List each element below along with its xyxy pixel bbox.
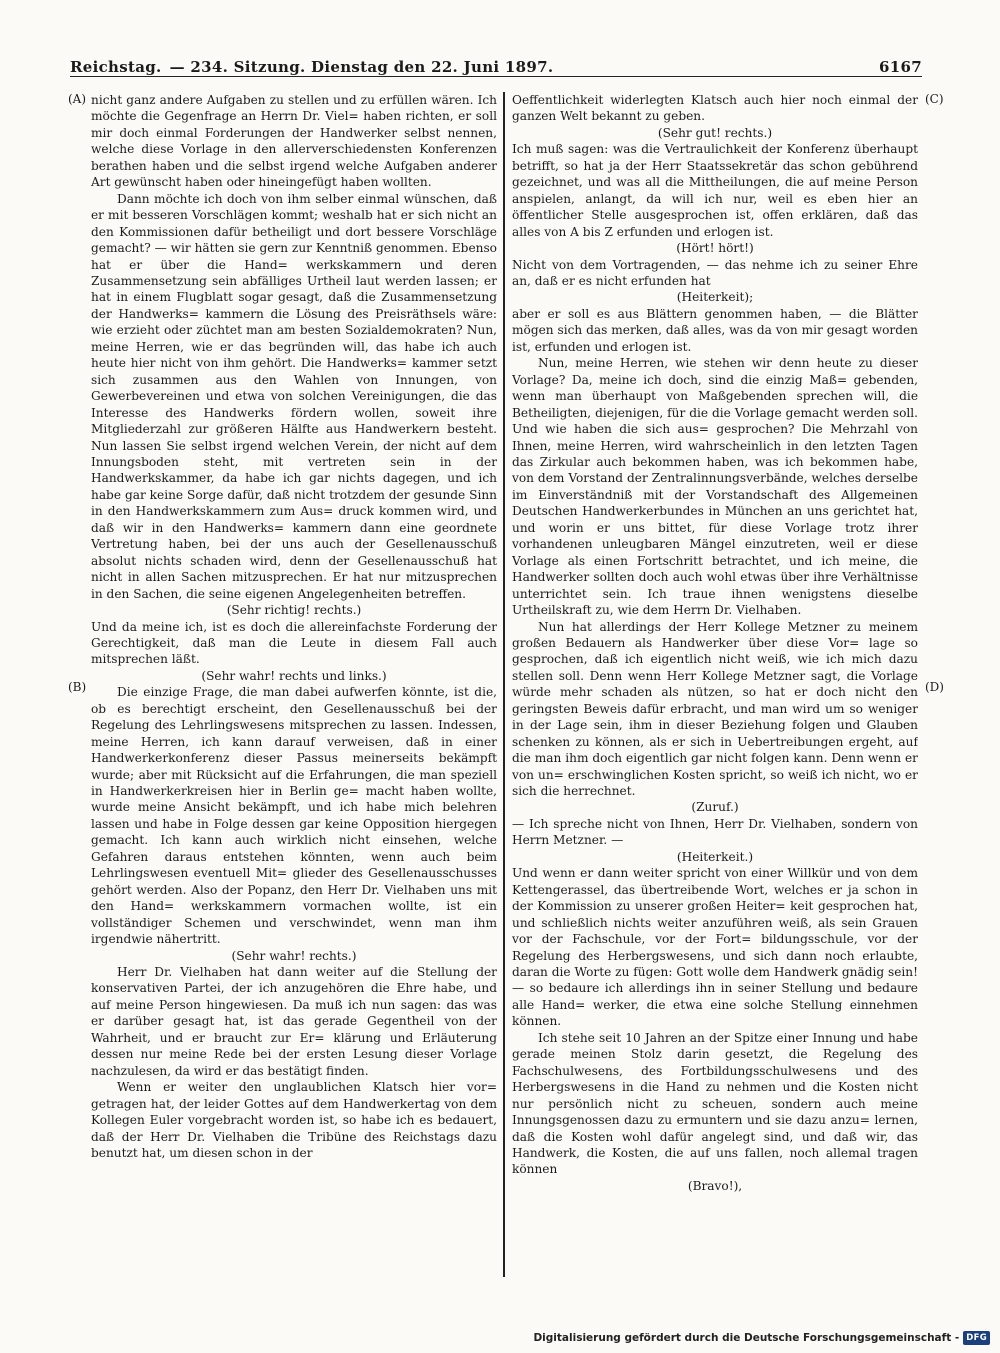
interjection: (Sehr richtig! rechts.) xyxy=(226,603,362,618)
interjection: (Sehr gut! rechts.) xyxy=(657,125,773,140)
paragraph: Wenn er weiter den unglaublichen Klatsch hier vor= getragen hat, der leider Gottes auf dem Handwerkertag von dem Kollegen Euler vorgebracht worden ist, so habe ich es bedauert, daß der Herr Dr. Vielhaben die Tribüne des Reichstags dazu benutzt hat, um diesen schon in der xyxy=(91,1080,497,1160)
paragraph: Ich muß sagen: was die Vertraulichkeit der Konferenz überhaupt betrifft, so hat ja der Herr Staatssekretär das schon gebührend gezeichnet, und was all die Mittheilungen, die auf meine Person anspielen, anlangt, da will ich nur, weil es eben hier an öffentlicher Stelle ausgesprochen ist, offen erklären, daß das alles von A bis Z erfunden und erlogen ist. xyxy=(512,142,918,239)
footer-text: Digitalisierung gefördert durch die Deutsche Forschungsgemeinschaft - xyxy=(533,1332,960,1344)
left-column xyxy=(91,92,497,1277)
digitization-footer xyxy=(533,1331,990,1345)
page-number: 6167 xyxy=(879,58,922,76)
paragraph: Herr Dr. Vielhaben hat dann weiter auf die Stellung der konservativen Partei, der ich anzugehören die Ehre habe, und auf meine Person hingewiesen. Da muß ich nun sagen: das was er darüber gesagt hat, ist das gerade Gegentheil von der Wahrheit, und er braucht zur Er= klärung und Erläuterung dessen nur meine Rede bei der ersten Lesung dieser Vorlage nachzulesen, da wird er das bestätigt finden. xyxy=(91,965,497,1078)
paragraph: aber er soll es aus Blättern genommen haben, — die Blätter mögen sich das merken, daß alles, was da von mir gesagt worden ist, erfunden und erlogen ist. xyxy=(512,306,918,354)
margin-mark-b: (B) xyxy=(68,680,87,694)
header-title: Reichstag. xyxy=(70,58,162,76)
paragraph: Die einzige Frage, die man dabei aufwerfen könnte, ist die, ob es berechtigt erscheint, den Gesellenausschuß bei der Regelung des Lehrlingswesens mitsprechen zu lassen. Indessen, meine Herren, ich kann darauf verweisen, daß in einer Handwerkerkonferenz dieser Passus meinerseits bekämpft wurde; aber mit Rücksicht auf die Erfahrungen, die man speziell in Handwerkerkreisen hier in Berlin ge= macht haben wollte, wurde meine Ansicht bekämpft, und ich habe mich belehren lassen und habe in Folge dessen gar keine Opposition hiergegen gemacht. Ich kann auch wirklich nicht einsehen, welche Gefahren daraus entstehen könnten, wenn auch beim Lehrlingswesen eventuell Mit= glieder des Gesellenausschusses gehört werden. Also der Popanz, den Herr Dr. Vielhaben uns mit den Hand= werkskammern vormachen wollte, ist ein vollständiger Schemen und verschwindet, wenn man ihm irgendwie nähertritt. xyxy=(91,685,497,947)
paragraph: Oeffentlichkeit widerlegten Klatsch auch hier noch einmal der ganzen Welt bekannt zu geben. xyxy=(512,93,918,124)
margin-mark-a: (A) xyxy=(68,92,87,106)
paragraph: Nun, meine Herren, wie stehen wir denn heute zu dieser Vorlage? Da, meine ich doch, sind die einzig Maß= gebenden, wenn man überhaupt von Maßgebenden sprechen will, die Betheiligten, diejenigen, für die die Vorlage gemacht werden soll. Und wie haben die sich aus= gesprochen? Die Mehrzahl von Ihnen, meine Herren, wird wahrscheinlich in den letzten Tagen das Zirkular auch bekommen haben, was ich bekommen habe, von dem Vorstand der Zentralinnungsverbände, welches derselbe im Einverständniß mit der Vorstandschaft des Allgemeinen Deutschen Handwerkerbundes in München an uns gerichtet hat, und worin er uns bittet, für diese Vorlage trotz ihrer vorhandenen unleugbaren Mängel einzutreten, weil er diese Vorlage als einen Fortschritt betrachtet, und ich meine, die Handwerker sollten doch auch wohl etwas über ihre Verhältnisse unterrichtet sein. Ich traue ihnen wenigstens dieselbe Urtheilskraft zu, wie dem Herrn Dr. Vielhaben. xyxy=(512,356,918,618)
paragraph: Nicht von dem Vortragenden, — das nehme ich zu seiner Ehre an, daß er es nicht erfunden hat xyxy=(512,257,918,288)
interjection: (Heiterkeit); xyxy=(676,290,754,305)
interjection: (Hört! hört!) xyxy=(676,241,754,256)
page-header xyxy=(70,50,922,77)
margin-mark-d: (D) xyxy=(925,680,944,694)
paragraph: Ich stehe seit 10 Jahren an der Spitze einer Innung und habe gerade meinen Stolz darin gesetzt, die Regelung des Fachschulwesens, des Fortbildungsschulwesens und des Herbergswesens in die Hand zu nehmen und die Kosten nicht nur persönlich nicht zu scheuen, sondern auch meine Innungsgenossen dazu zu ermuntern und sie dazu anzu= lernen, daß die Kosten wohl dafür angelegt sind, und daß wir, das Handwerk, die Kosten, die auf uns fallen, noch allemal tragen können xyxy=(512,1030,918,1177)
paragraph: Und da meine ich, ist es doch die allereinfachste Forderung der Gerechtigkeit, daß man die Leute in diesem Fall auch mitsprechen läßt. xyxy=(91,619,497,667)
paragraph: Dann möchte ich doch von ihm selber einmal wünschen, daß er mit besseren Vorschlägen kommt; weshalb hat er sich nicht an den Kommissionen dafür betheiligt und dort bessere Vorschläge gemacht? — wir hätten sie gern zur Kenntniß genommen. Ebenso hat er über die Hand= werkskammern und deren Zusammensetzung sein abfälliges Urtheil laut werden lassen; er hat in einem Flugblatt sogar gesagt, daß die Zusammensetzung der Handwerks= kammern die Lösung des Preisräthsels wäre: wie erzieht oder züchtet man am besten Sozialdemokraten? Nun, meine Herren, wie er das begründen will, das habe ich auch heute hier nicht von ihm gehört. Die Handwerks= kammer setzt sich zusammen aus den Wahlen von Innungen, von Gewerbevereinen und etwa von solchen Vereinigungen, die das Interesse des Handwerks fördern wollen, soweit ihre Mitgliederzahl zur größeren Hälfte aus Handwerkern besteht. Nun lassen Sie selbst irgend welchen Verein, der nicht auf dem Innungsboden steht, mit vertreten sein in der Handwerkskammer, da habe ich gar nichts dagegen, und ich habe gar keine Sorge dafür, daß nicht trotzdem der gesunde Sinn in den Handwerkskammern zum Aus= druck kommen wird, und daß wir in den Handwerks= kammern dann eine geordnete Vertretung haben, bei der uns auch der Gesellenausschuß absolut nichts schaden wird, denn der Gesellenausschuß hat nicht in allen Sachen mitzusprechen. Er hat nur mitzusprechen in den Sachen, die seine eigenen Angelegenheiten betreffen. xyxy=(91,191,497,601)
column-divider xyxy=(503,92,505,1277)
right-column xyxy=(512,92,918,1277)
dfg-logo-icon: DFG xyxy=(963,1331,990,1345)
paragraph: — Ich spreche nicht von Ihnen, Herr Dr. Vielhaben, sondern von Herrn Metzner. — xyxy=(512,816,918,848)
interjection: (Zuruf.) xyxy=(691,800,739,815)
paragraph: Und wenn er dann weiter spricht von einer Willkür und von dem Kettengerassel, das übertreibende Wort, welches er ja schon in der Kommission zu unserer großen Heiter= keit gesprochen hat, und schließlich nichts weiter anzuführen weiß, als sein Grauen vor der Fachschule, vor der Fort= bildungsschule, vor der Regelung des Herbergswesens, und sich dann noch erlaubte, daran die Worte zu fügen: Gott wolle dem Handwerk gnädig sein! — so bedaure ich allerdings ihn in seiner Stellung und bedaure alle Hand= werker, die etwa eine solche Stellung einnehmen können. xyxy=(512,866,918,1029)
interjection: (Heiterkeit.) xyxy=(676,849,754,864)
interjection: (Sehr wahr! rechts und links.) xyxy=(201,668,387,683)
header-session: — 234. Sitzung. Dienstag den 22. Juni 1897. xyxy=(169,58,554,76)
interjection: (Sehr wahr! rechts.) xyxy=(231,948,357,963)
margin-mark-c: (C) xyxy=(925,92,944,106)
interjection: (Bravo!), xyxy=(687,1178,743,1193)
paragraph: nicht ganz andere Aufgaben zu stellen und zu erfüllen wären. Ich möchte die Gegenfrage an Herrn Dr. Viel= haben richten, er soll mir doch einmal Forderungen der Handwerker selbst nennen, welche diese Vorlage in den allerverschiedensten Konferenzen berathen haben und die selbst irgend welche Aufgaben anderer Art gewünscht haben oder hineingefügt haben wollten. xyxy=(91,93,497,190)
paragraph: Nun hat allerdings der Herr Kollege Metzner zu meinem großen Bedauern als Handwerker über diese Vor= lage so gesprochen, daß ich eigentlich nicht weiß, wie ich mich dazu stellen soll. Denn wenn Herr Kollege Metzner sagt, die Vorlage würde mehr schaden als nützen, so hat er doch nicht den geringsten Beweis dafür erbracht, und man wird um so weniger in der Lage sein, ihm in dieser Beziehung folgen und Glauben schenken zu können, als er sich in Uebertreibungen ergeht, auf die man ihm doch eigentlich gar nicht folgen kann. Denn wenn er von un= erschwinglichen Kosten spricht, so weiß ich nicht, wo er sich die herrechnet. xyxy=(512,619,918,799)
